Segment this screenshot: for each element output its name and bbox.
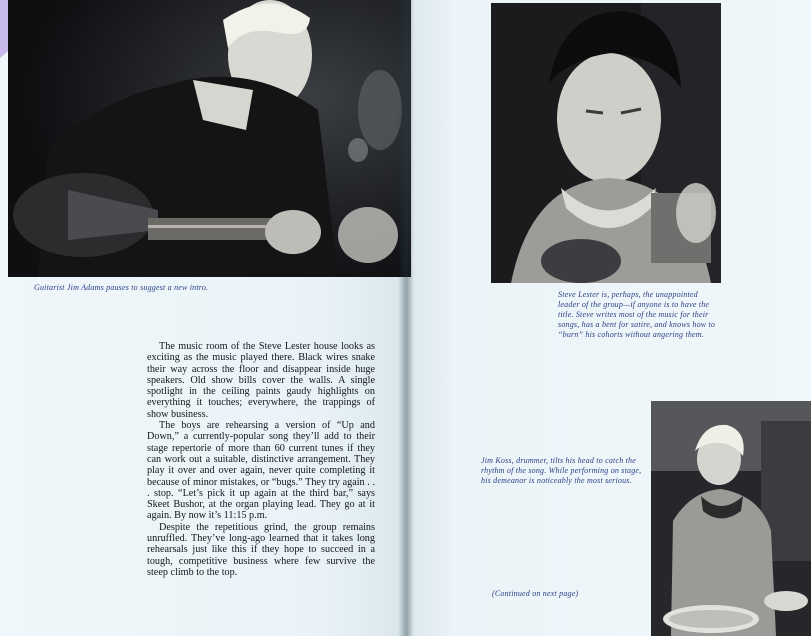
caption-jim-koss: Jim Koss, drummer, tilts his head to catch the rhythm of the song. While performing on stage, his demeanor is noticeably the most serious.	[481, 456, 642, 485]
article-paragraph-1: The music room of the Steve Lester house looks as exciting as the music played there. Black wires snake their way across the floor and disappear inside huge speakers. Old show bills cover the walls. A single spotlight in the ceiling paints gaudy highlights on everything it touches; everywhere, the trappings of show business.	[147, 341, 375, 420]
photo-steve-lester	[491, 3, 721, 283]
photo-jim-koss	[651, 401, 811, 636]
article-paragraph-2: The boys are rehearsing a version of “Up and Down,” a currently-popular song they’ll add to their stage repertorie of more than 60 current tunes if they can work out a suitable, distinctive arrangement. They play it over and over again, never quite completing it because of minor mistakes, or “bugs.” They try again . . . stop. “Let’s pick it up again at the third bar,” says Skeet Bushor, at the organ playing lead. They go at it again. By now it’s 11:15 p.m.	[147, 420, 375, 522]
article-paragraph-3: Despite the repetitious grind, the group remains unruffled. They’ve long-ago learned that it takes long rehearsals just like this if they hope to succeed in a tough, competitive business where few survive the steep climb to the top.	[147, 521, 375, 578]
caption-guitarist: Guitarist Jim Adams pauses to suggest a new intro.	[34, 283, 209, 292]
page-gutter	[398, 0, 414, 636]
photo-jim-koss-image	[651, 401, 811, 636]
photo-steve-lester-image	[491, 3, 721, 283]
photo-guitarist-image	[8, 0, 411, 277]
article-body	[147, 341, 375, 578]
continued-note: (Continued on next page)	[492, 589, 579, 598]
photo-guitarist	[8, 0, 411, 277]
caption-steve-lester: Steve Lester is, perhaps, the unappointed leader of the group—if anyone is to have the title. Steve writes most of the music for their songs, has a bent for satire, and knows how to “burn” his cohorts without angering them.	[558, 290, 716, 339]
